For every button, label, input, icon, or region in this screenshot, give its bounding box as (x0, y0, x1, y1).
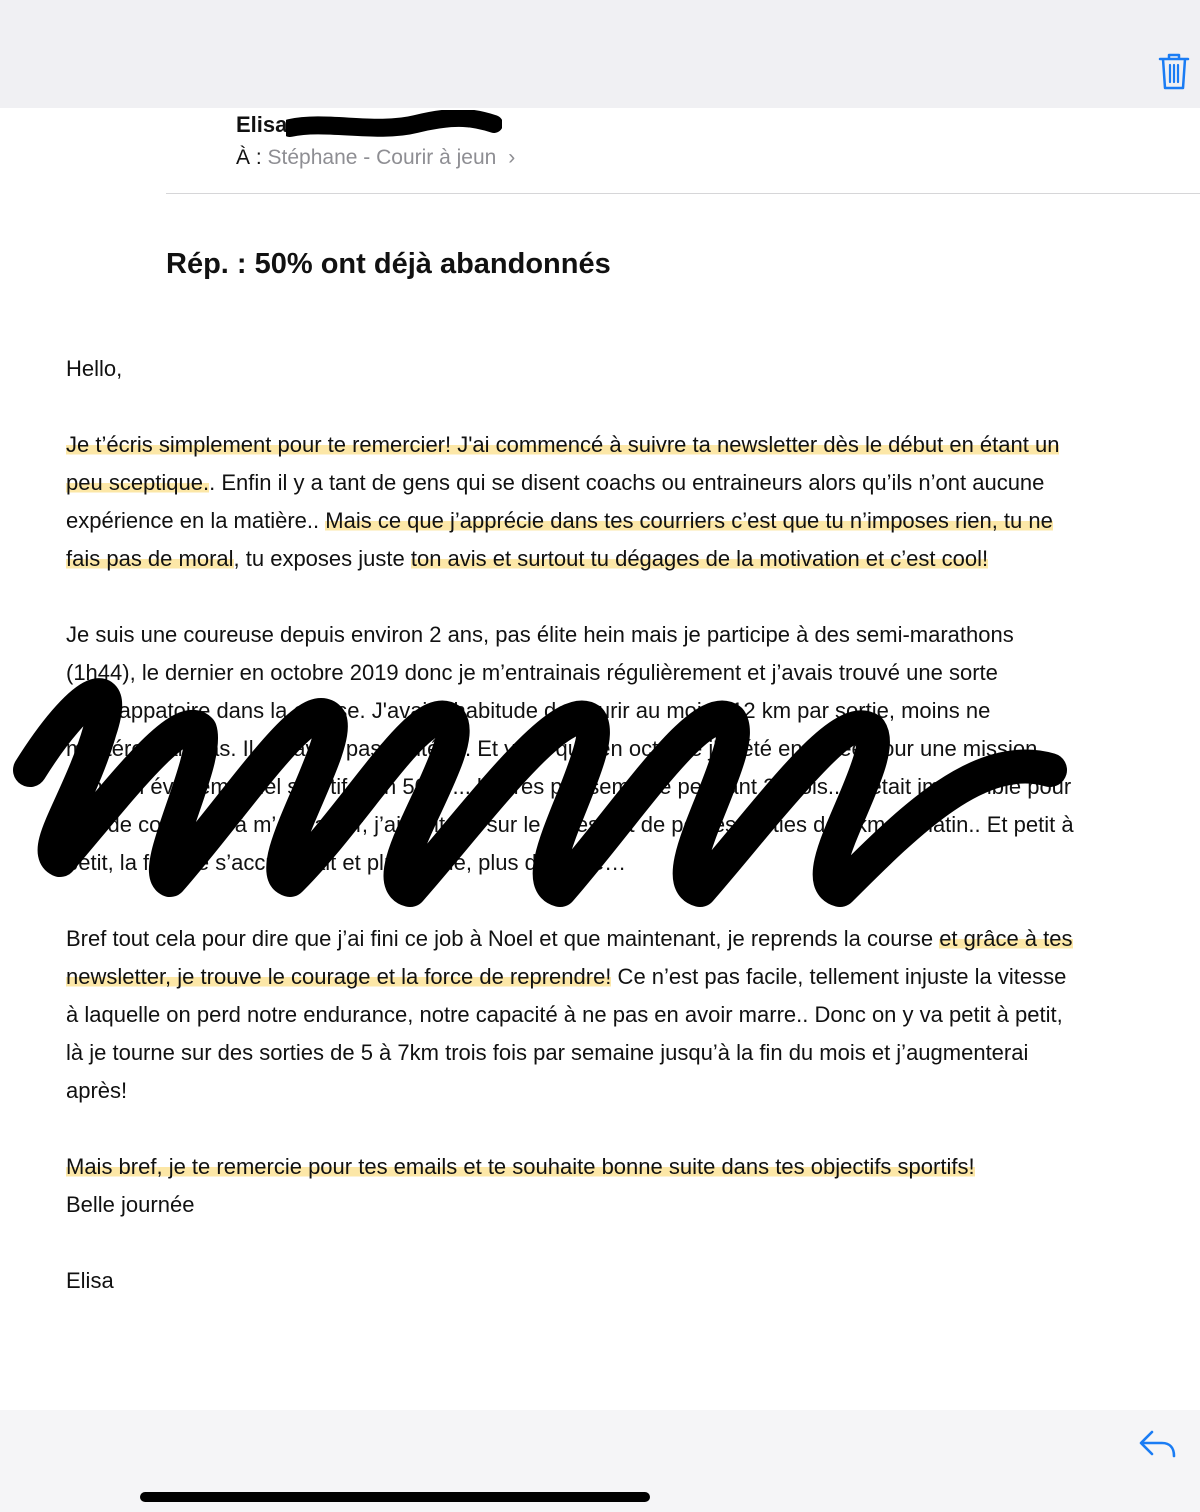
sender-redaction (286, 110, 502, 140)
text: , tu exposes juste (233, 546, 411, 571)
email-body (66, 350, 1076, 1338)
sender-name[interactable]: Elisa (236, 112, 288, 137)
text: . Enfin il y a tant de gens qui se disent coachs ou entraineurs alors qu’ils n’ont aucune expérience en la matière.. (66, 470, 1045, 533)
email-subject: Rép. : 50% ont déjà abandonnés (166, 248, 611, 280)
trash-icon[interactable] (1154, 50, 1194, 94)
highlight: Mais bref, je te remercie pour tes emails et te souhaite bonne suite dans tes objectifs sportifs! (66, 1154, 975, 1179)
paragraph-3 (66, 920, 1076, 1110)
top-toolbar (0, 0, 1200, 108)
highlight: ton avis et surtout tu dégages de la motivation et c’est cool! (410, 546, 989, 571)
signature: Elisa (66, 1268, 114, 1293)
paragraph-1 (66, 426, 1076, 578)
highlight: Je t’écris simplement pour te remercier! J'ai commencé à suivre ta newsletter dès le début en étant un peu sceptique. (66, 432, 1060, 495)
text: Ce n’est pas facile, tellement injuste la vitesse à laquelle on perd notre endurance, notre capacité à ne pas en avoir marre.. Donc on y va petit à petit, là je tourne sur des sorties de 5 à 7km trois fois par semaine jusqu’à la fin du mois et j’augmenterai après! (66, 964, 1067, 1103)
chevron-right-icon: › (508, 146, 516, 169)
closing: Belle journée (66, 1192, 195, 1217)
reply-icon[interactable] (1136, 1424, 1180, 1464)
home-indicator[interactable] (140, 1492, 650, 1502)
recipient-line[interactable] (236, 146, 515, 170)
paragraph-2: Je suis une coureuse depuis environ 2 ans, pas élite hein mais je participe à des semi-marathons (1h44), le dernier en octobre 2019 donc je m’entrainais régulièrement et j’avais trouvé une sorte d’échappatoire dans la course. J'avais l'habitude de courir au moins 12 km par sortie, moins ne m'intéressait pas. Il n'y avait pas d'intérêt. Et voilà que en octobre j’ai été engagée pour une mission dans un événementiel sportif à un 50% ... heures par semaine pendant 2 mois... Il était impossible pour moi de continuer à m’entrainer, j’ai switché sur le fitness et de petites sorties de 8km le matin.. Et petit à petit, la fatigue s’accumulait et plus envie, plus de force… (66, 622, 1074, 875)
text: Bref tout cela pour dire que j’ai fini ce job à Noel et que maintenant, je reprends la course (66, 926, 940, 951)
highlight: et grâce à tes newsletter, je trouve le courage et la force de reprendre! (66, 926, 1073, 989)
recipient-name: Stéphane - Courir à jeun (267, 146, 497, 169)
header-divider (166, 193, 1200, 194)
paragraph-4 (66, 1148, 1076, 1186)
greeting: Hello, (66, 356, 123, 381)
highlight: Mais ce que j’apprécie dans tes courriers c’est que tu n’imposes rien, tu ne fais pas de moral (66, 508, 1053, 571)
recipient-prefix: À : (236, 146, 262, 169)
